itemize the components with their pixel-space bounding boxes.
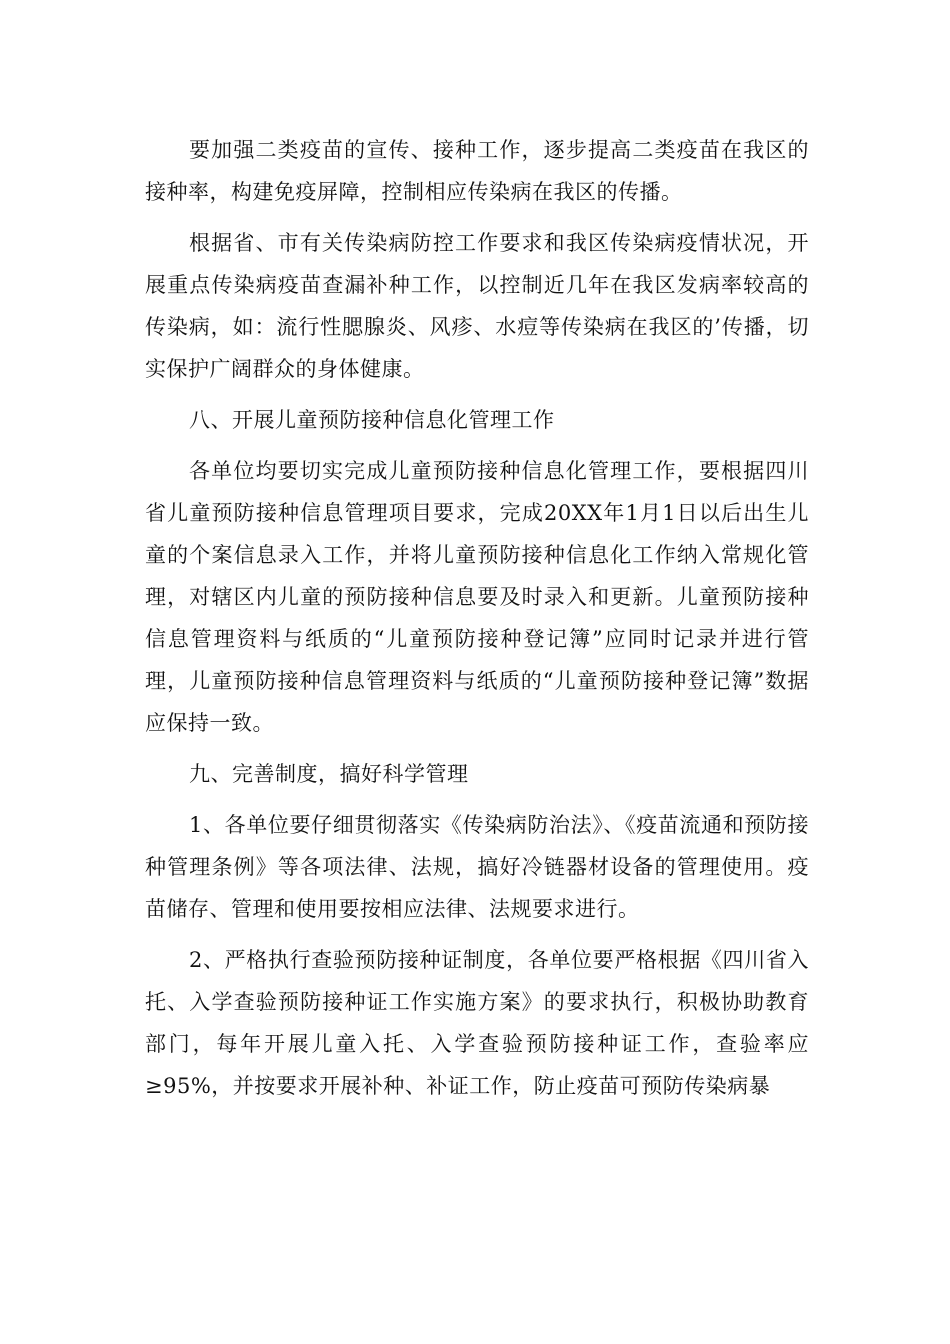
paragraph-catch-up-vaccination: 根据省、市有关传染病防控工作要求和我区传染病疫情状况，开展重点传染病疫苗查漏补种工作，以控制近几年在我区发病率较高的传染病，如：流行性腮腺炎、风疹、水痘等传染病在我区的’传播，切实保护广阔群众的身体健康。 — [145, 231, 809, 381]
document-page — [145, 129, 809, 1116]
paragraph-item-2: 2、严格执行查验预防接种证制度，各单位要严格根据《四川省入托、入学查验预防接种证工作实施方案》的要求执行，积极协助教育部门，每年开展儿童入托、入学查验预防接种证工作，查验率应≥95%，并按要求开展补种、补证工作，防止疫苗可预防传染病暴 — [145, 948, 809, 1098]
section-heading-8: 八、开展儿童预防接种信息化管理工作 — [189, 408, 555, 432]
paragraph-secondary-vaccine: 要加强二类疫苗的宣传、接种工作，逐步提高二类疫苗在我区的接种率，构建免疫屏障，控制相应传染病在我区的传播。 — [145, 138, 809, 204]
paragraph-informatization: 各单位均要切实完成儿童预防接种信息化管理工作，要根据四川省儿童预防接种信息管理项目要求，完成20XX年1月1日以后出生儿童的个案信息录入工作，并将儿童预防接种信息化工作纳入常规化管理，对辖区内儿童的预防接种信息要及时录入和更新。儿童预防接种信息管理资料与纸质的“儿童预防接种登记簿”应同时记录并进行管理，儿童预防接种信息管理资料与纸质的“儿童预防接种登记簿”数据应保持一致。 — [145, 459, 809, 735]
section-heading-9: 九、完善制度，搞好科学管理 — [189, 762, 469, 786]
paragraph-item-1: 1、各单位要仔细贯彻落实《传染病防治法》、《疫苗流通和预防接种管理条例》等各项法律、法规，搞好冷链器材设备的管理使用。疫苗储存、管理和使用要按相应法律、法规要求进行。 — [145, 813, 809, 921]
